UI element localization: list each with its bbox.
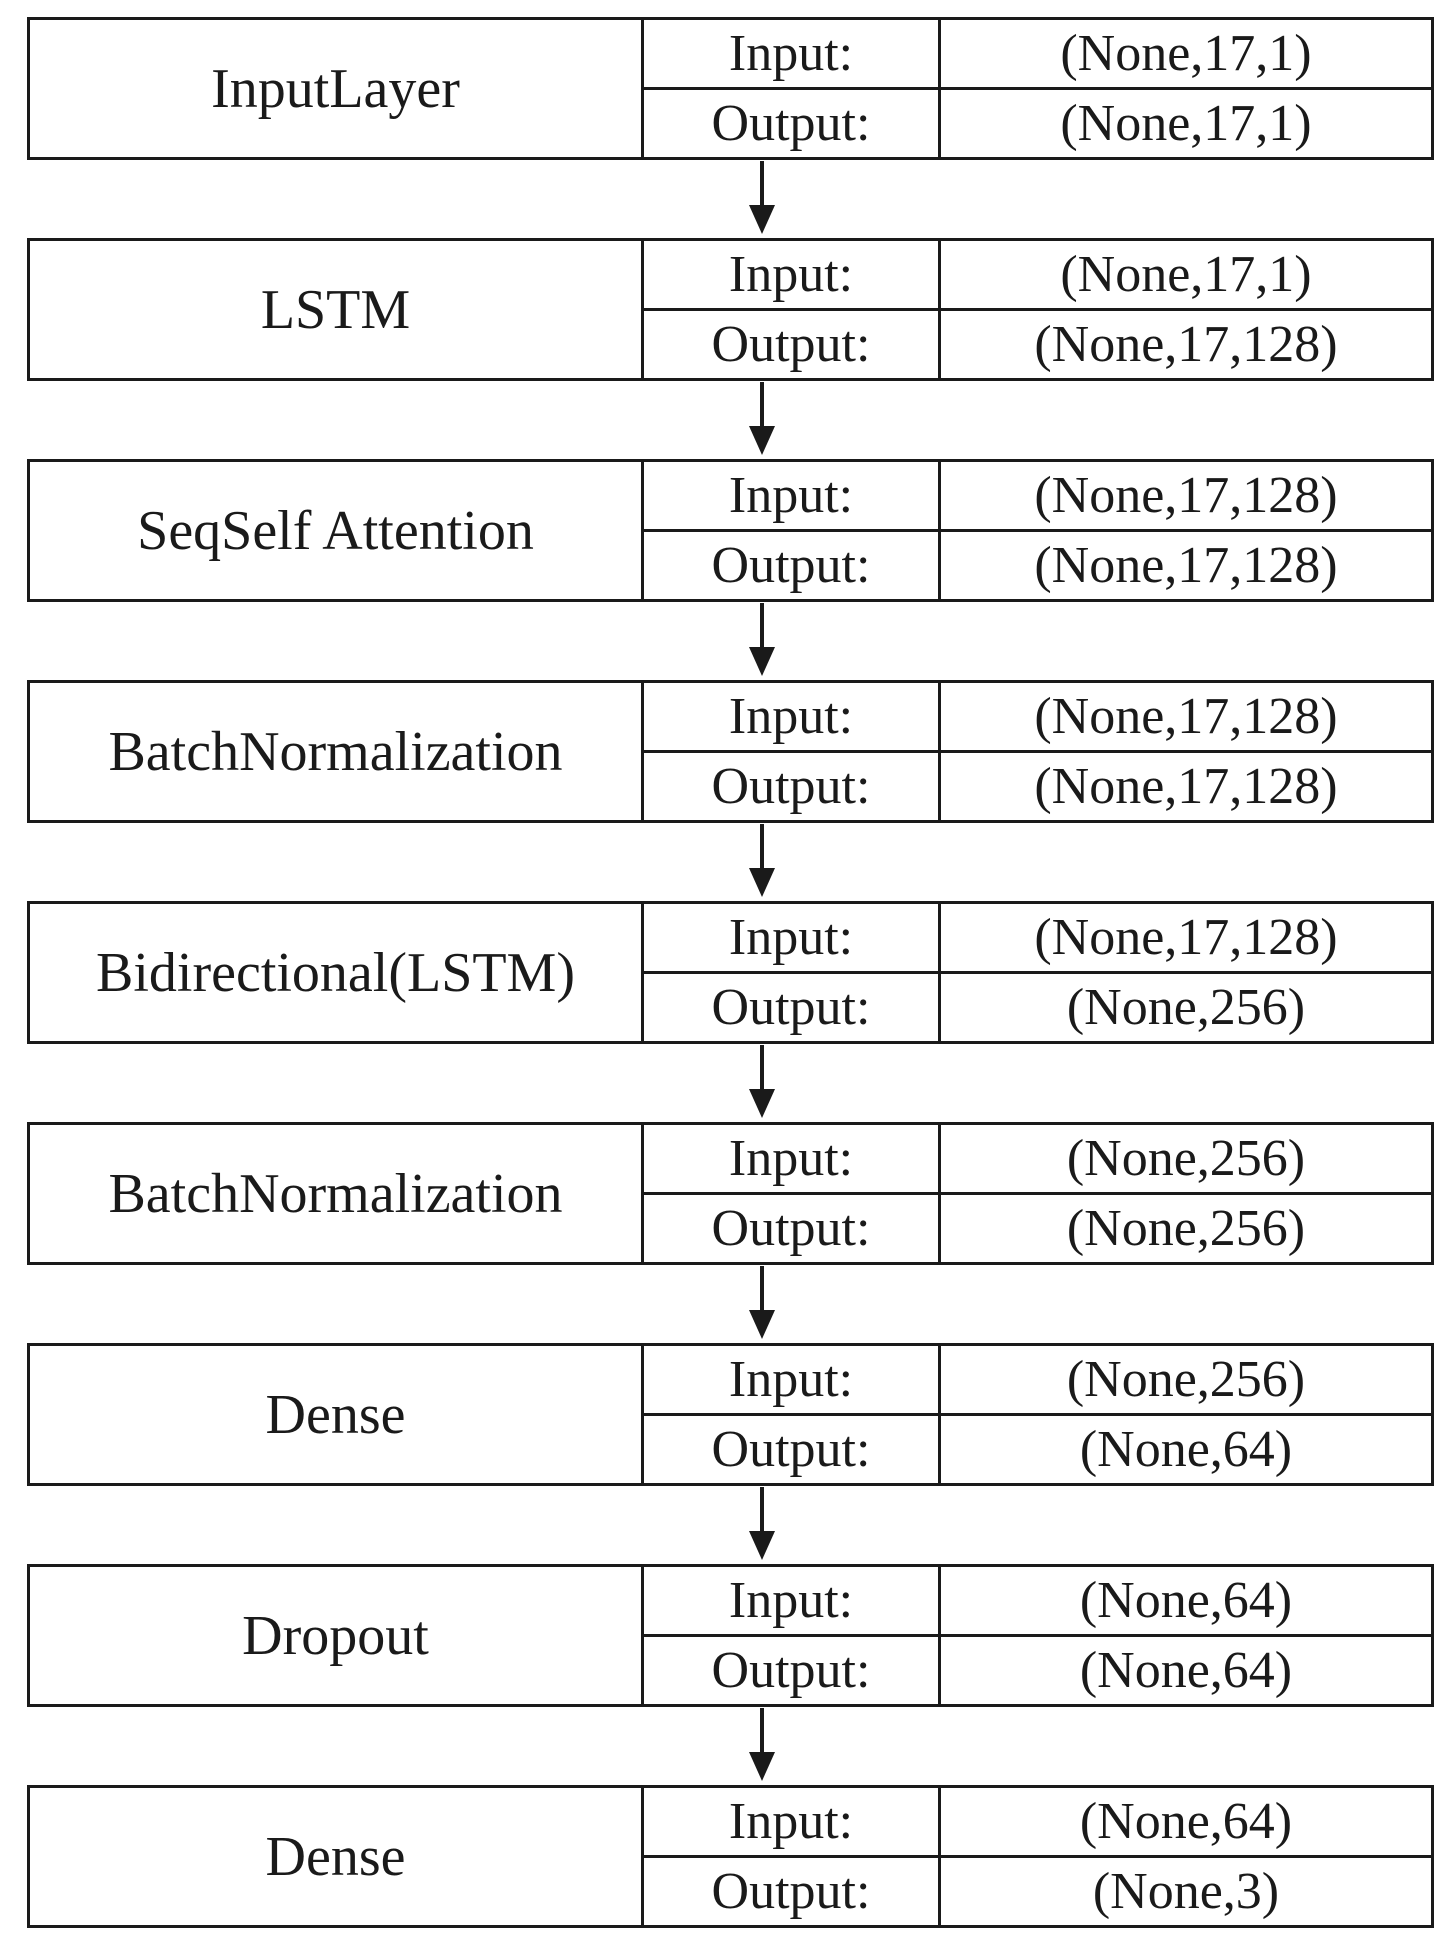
- input-label: Input:: [644, 241, 941, 308]
- output-label: Output:: [644, 1858, 941, 1925]
- layer-io: [644, 1125, 1431, 1262]
- input-shape: (None,17,128): [1034, 909, 1338, 966]
- layer-box-seqself-attention: [27, 459, 1434, 602]
- layer-box-batch-normalization: [27, 680, 1434, 823]
- output-shape: (None,17,128): [1034, 537, 1338, 594]
- layer-io: [644, 20, 1431, 157]
- output-shape: (None,17,1): [1060, 95, 1312, 152]
- input-label: Input:: [644, 462, 941, 529]
- input-label: Input:: [644, 683, 941, 750]
- output-row: [644, 87, 1431, 157]
- output-row: [644, 1192, 1431, 1262]
- input-shape: (None,17,128): [1034, 467, 1338, 524]
- output-shape: (None,256): [1066, 1200, 1306, 1257]
- output-row: [644, 1855, 1431, 1925]
- layer-io: [644, 241, 1431, 378]
- layer-io: [644, 683, 1431, 820]
- layer-box-batch-normalization-2: [27, 1122, 1434, 1265]
- output-shape: (None,256): [1066, 979, 1306, 1036]
- input-row: [644, 1788, 1431, 1855]
- input-row: [644, 241, 1431, 308]
- output-shape: (None,64): [1079, 1642, 1293, 1699]
- output-label: Output:: [644, 90, 941, 157]
- input-shape: (None,64): [1079, 1572, 1293, 1629]
- layer-box-lstm: [27, 238, 1434, 381]
- layer-io: [644, 462, 1431, 599]
- input-row: [644, 1346, 1431, 1413]
- layer-box-input-layer: [27, 17, 1434, 160]
- layer-name: Bidirectional(LSTM): [30, 904, 644, 1041]
- output-row: [644, 308, 1431, 378]
- input-shape: (None,64): [1079, 1793, 1293, 1850]
- output-shape: (None,17,128): [1034, 758, 1338, 815]
- layer-box-dense: [27, 1343, 1434, 1486]
- layer-io: [644, 1788, 1431, 1925]
- layer-box-dropout: [27, 1564, 1434, 1707]
- layer-name: InputLayer: [30, 20, 644, 157]
- layer-name: BatchNormalization: [30, 683, 644, 820]
- output-label: Output:: [644, 1195, 941, 1262]
- output-label: Output:: [644, 974, 941, 1041]
- input-shape: (None,256): [1066, 1351, 1306, 1408]
- layer-box-bidirectional-lstm: [27, 901, 1434, 1044]
- layer-io: [644, 1346, 1431, 1483]
- input-label: Input:: [644, 1567, 941, 1634]
- output-label: Output:: [644, 311, 941, 378]
- output-row: [644, 750, 1431, 820]
- input-row: [644, 1567, 1431, 1634]
- input-label: Input:: [644, 904, 941, 971]
- input-row: [644, 20, 1431, 87]
- input-row: [644, 683, 1431, 750]
- input-row: [644, 462, 1431, 529]
- layer-name: SeqSelf Attention: [30, 462, 644, 599]
- layer-box-dense-output: [27, 1785, 1434, 1928]
- output-label: Output:: [644, 1637, 941, 1704]
- layer-io: [644, 904, 1431, 1041]
- input-shape: (None,256): [1066, 1130, 1306, 1187]
- output-shape: (None,64): [1079, 1421, 1293, 1478]
- input-row: [644, 904, 1431, 971]
- output-shape: (None,3): [1092, 1863, 1280, 1920]
- output-row: [644, 1634, 1431, 1704]
- output-row: [644, 529, 1431, 599]
- output-label: Output:: [644, 753, 941, 820]
- input-label: Input:: [644, 1346, 941, 1413]
- input-label: Input:: [644, 1788, 941, 1855]
- layer-name: Dense: [30, 1346, 644, 1483]
- layer-name: Dense: [30, 1788, 644, 1925]
- layer-name: BatchNormalization: [30, 1125, 644, 1262]
- input-row: [644, 1125, 1431, 1192]
- layer-name: LSTM: [30, 241, 644, 378]
- output-label: Output:: [644, 1416, 941, 1483]
- output-row: [644, 1413, 1431, 1483]
- input-shape: (None,17,1): [1060, 246, 1312, 303]
- output-shape: (None,17,128): [1034, 316, 1338, 373]
- input-shape: (None,17,128): [1034, 688, 1338, 745]
- layer-name: Dropout: [30, 1567, 644, 1704]
- output-row: [644, 971, 1431, 1041]
- output-label: Output:: [644, 532, 941, 599]
- input-label: Input:: [644, 20, 941, 87]
- input-shape: (None,17,1): [1060, 25, 1312, 82]
- input-label: Input:: [644, 1125, 941, 1192]
- layer-io: [644, 1567, 1431, 1704]
